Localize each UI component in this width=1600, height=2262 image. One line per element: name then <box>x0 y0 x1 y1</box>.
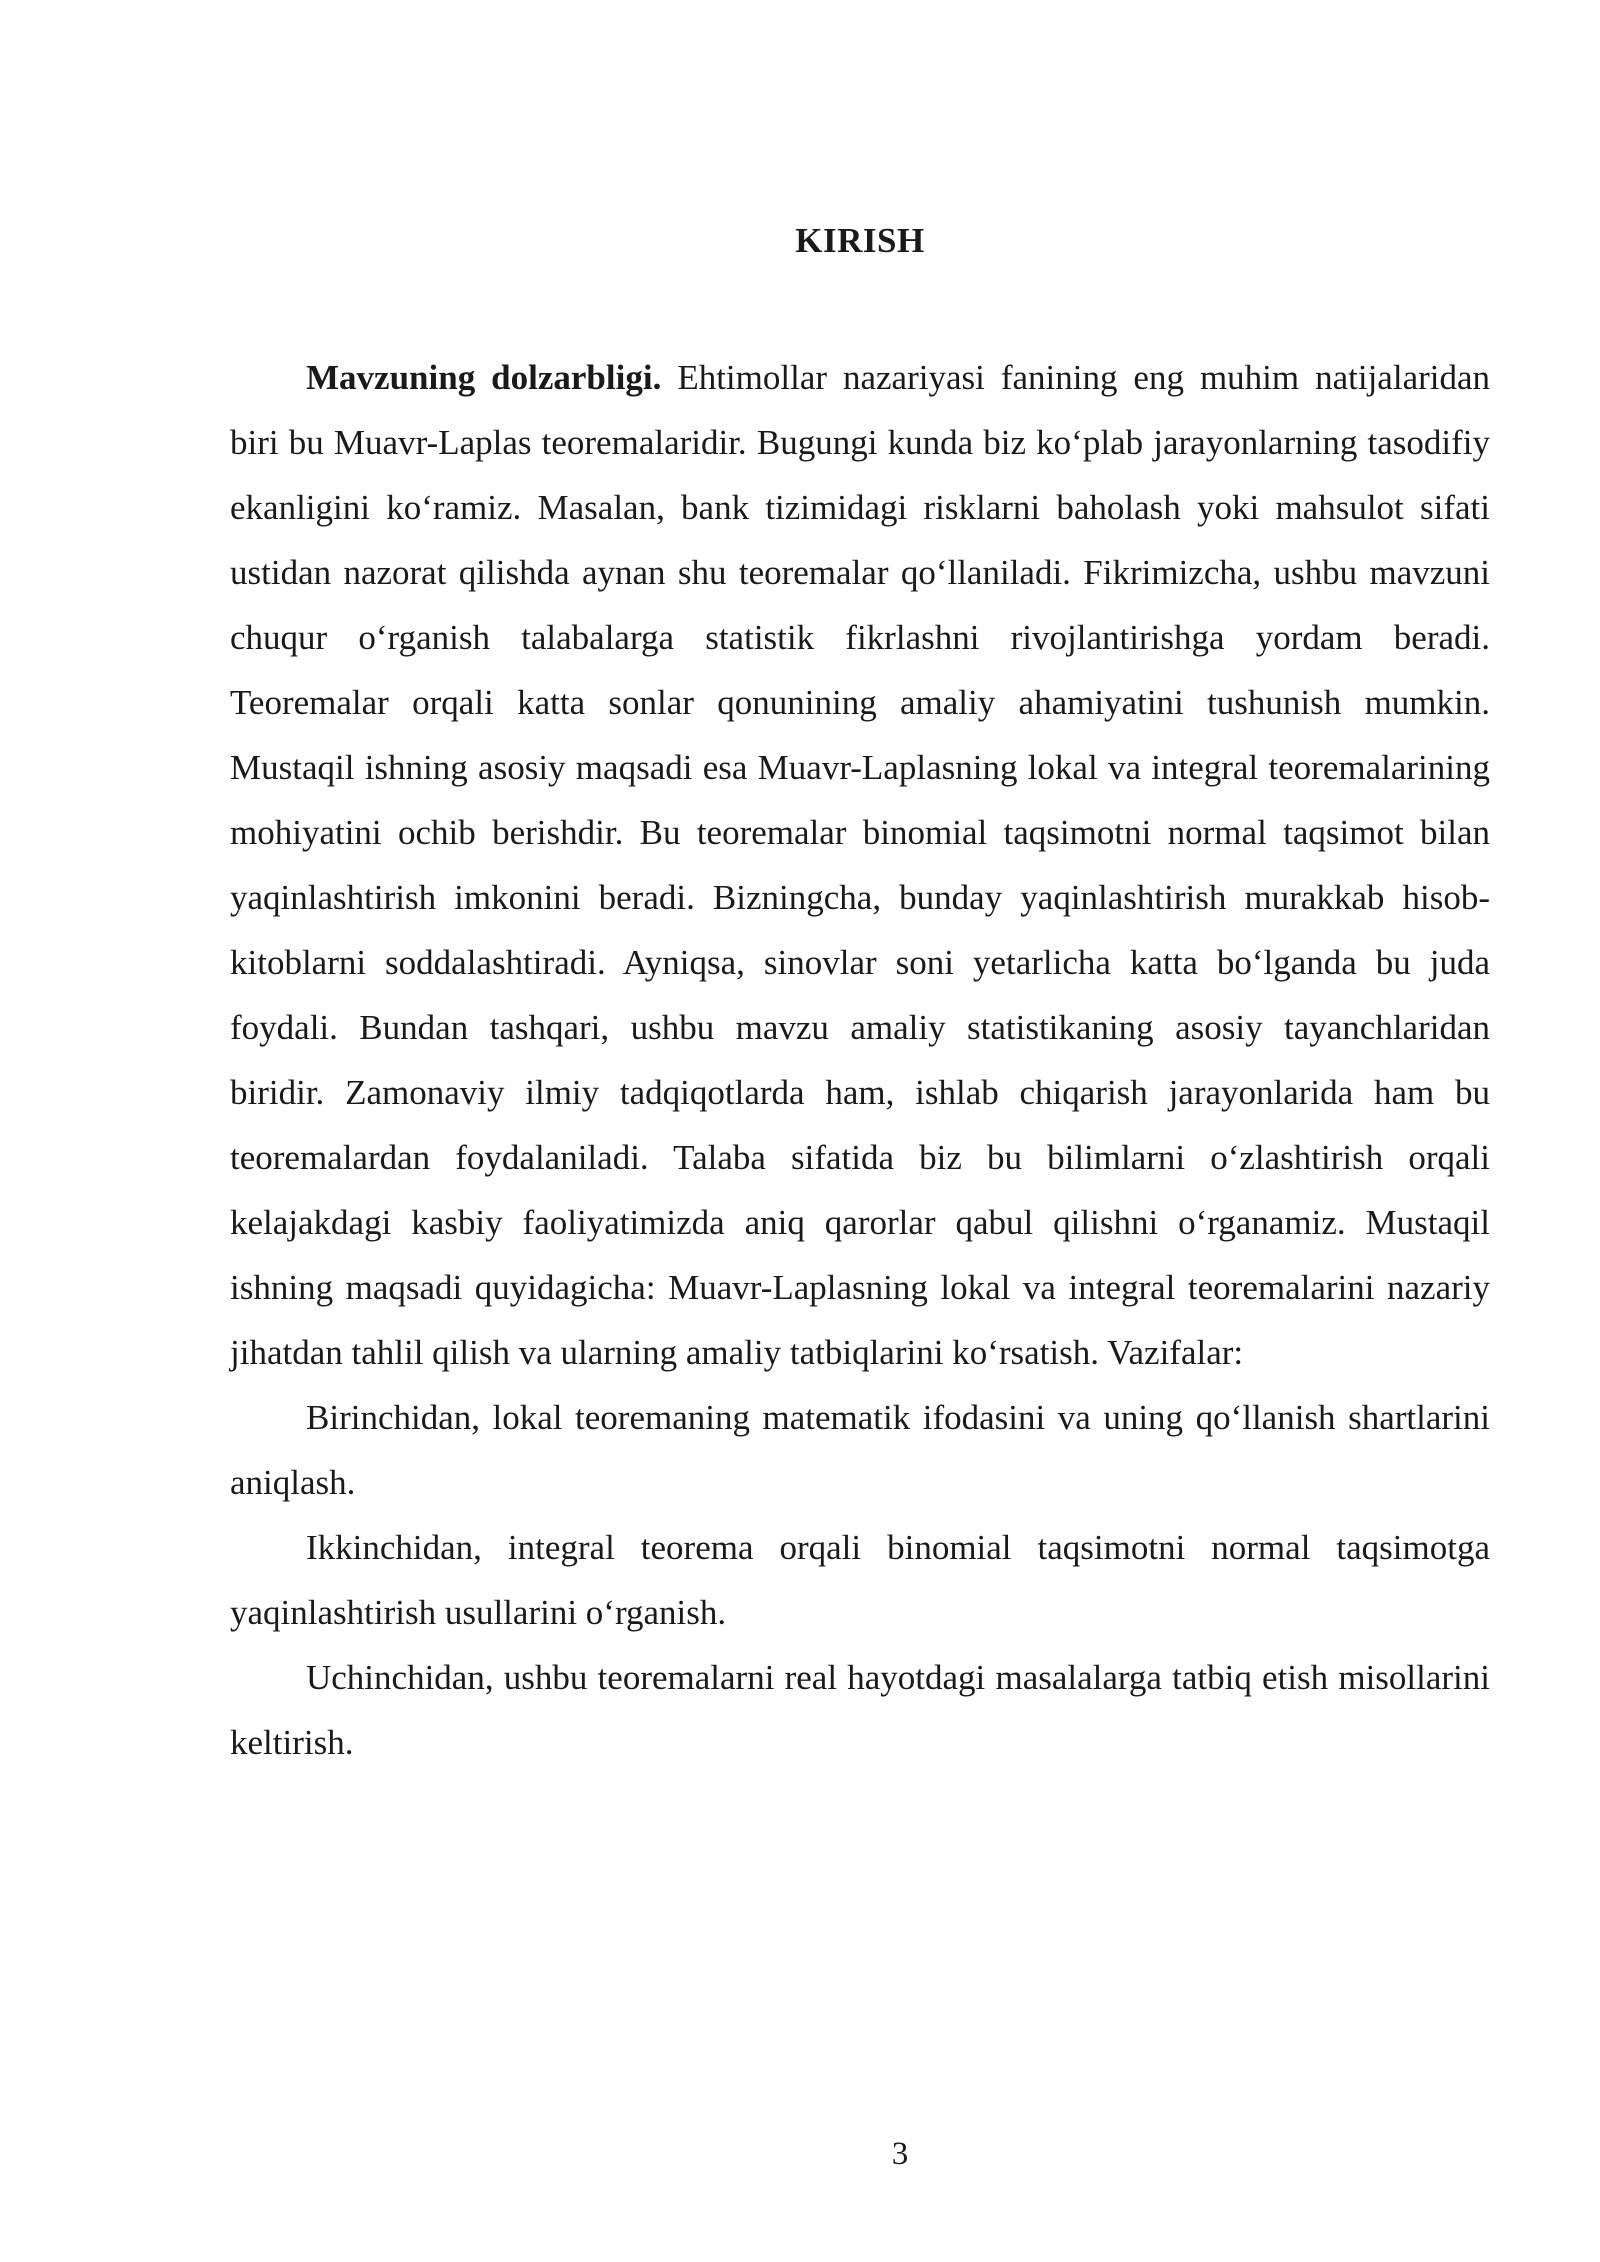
task-paragraph-3: Uchinchidan, ushbu teoremalarni real hayotdagi masalalarga tatbiq etish misollarini keltirish. <box>230 1658 1490 1762</box>
intro-paragraph <box>230 345 1490 1385</box>
intro-lead: Mavzuning dolzarbligi. <box>306 358 662 397</box>
body-text <box>230 345 1490 1775</box>
task-paragraph-1: Birinchidan, lokal teoremaning matematik ifodasini va uning qoʻllanish shartlarini aniqlash. <box>230 1398 1490 1502</box>
intro-text: Ehtimollar nazariyasi fanining eng muhim natijalaridan biri bu Muavr-Laplas teoremalaridir. Bugungi kunda biz koʻplab jarayonlarning tasodifiy ekanligini koʻramiz. Masalan, bank tizimidagi risklarni baholash yoki mahsulot sifati ustidan nazorat qilishda aynan shu teoremalar qoʻllaniladi. Fikrimizcha, ushbu mavzuni chuqur oʻrganish talabalarga statistik fikrlashni rivojlantirishga yordam beradi. Teoremalar orqali katta sonlar qonunining amaliy ahamiyatini tushunish mumkin. Mustaqil ishning asosiy maqsadi esa Muavr-Laplasning lokal va integral teoremalarining mohiyatini ochib berishdir. Bu teoremalar binomial taqsimotni normal taqsimot bilan yaqinlashtirish imkonini beradi. Bizningcha, bunday yaqinlashtirish murakkab hisob-kitoblarni soddalashtiradi. Ayniqsa, sinovlar soni yetarlicha katta boʻlganda bu juda foydali. Bundan tashqari, ushbu mavzu amaliy statistikaning asosiy tayanchlaridan biridir. Zamonaviy ilmiy tadqiqotlarda ham, ishlab chiqarish jarayonlarida ham bu teoremalardan foydalaniladi. Talaba sifatida biz bu bilimlarni oʻzlashtirish orqali kelajakdagi kasbiy faoliyatimizda aniq qarorlar qabul qilishni oʻrganamiz. Mustaqil ishning maqsadi quyidagicha: Muavr-Laplasning lokal va integral teoremalarini nazariy jihatdan tahlil qilish va ularning amaliy tatbiqlarini koʻrsatish. Vazifalar: <box>230 358 1491 1372</box>
page-number: 3 <box>891 2136 909 2172</box>
section-title: KIRISH <box>795 221 925 260</box>
task-paragraph-2: Ikkinchidan, integral teorema orqali binomial taqsimotni normal taqsimotga yaqinlashtirish usullarini oʻrganish. <box>230 1528 1490 1632</box>
